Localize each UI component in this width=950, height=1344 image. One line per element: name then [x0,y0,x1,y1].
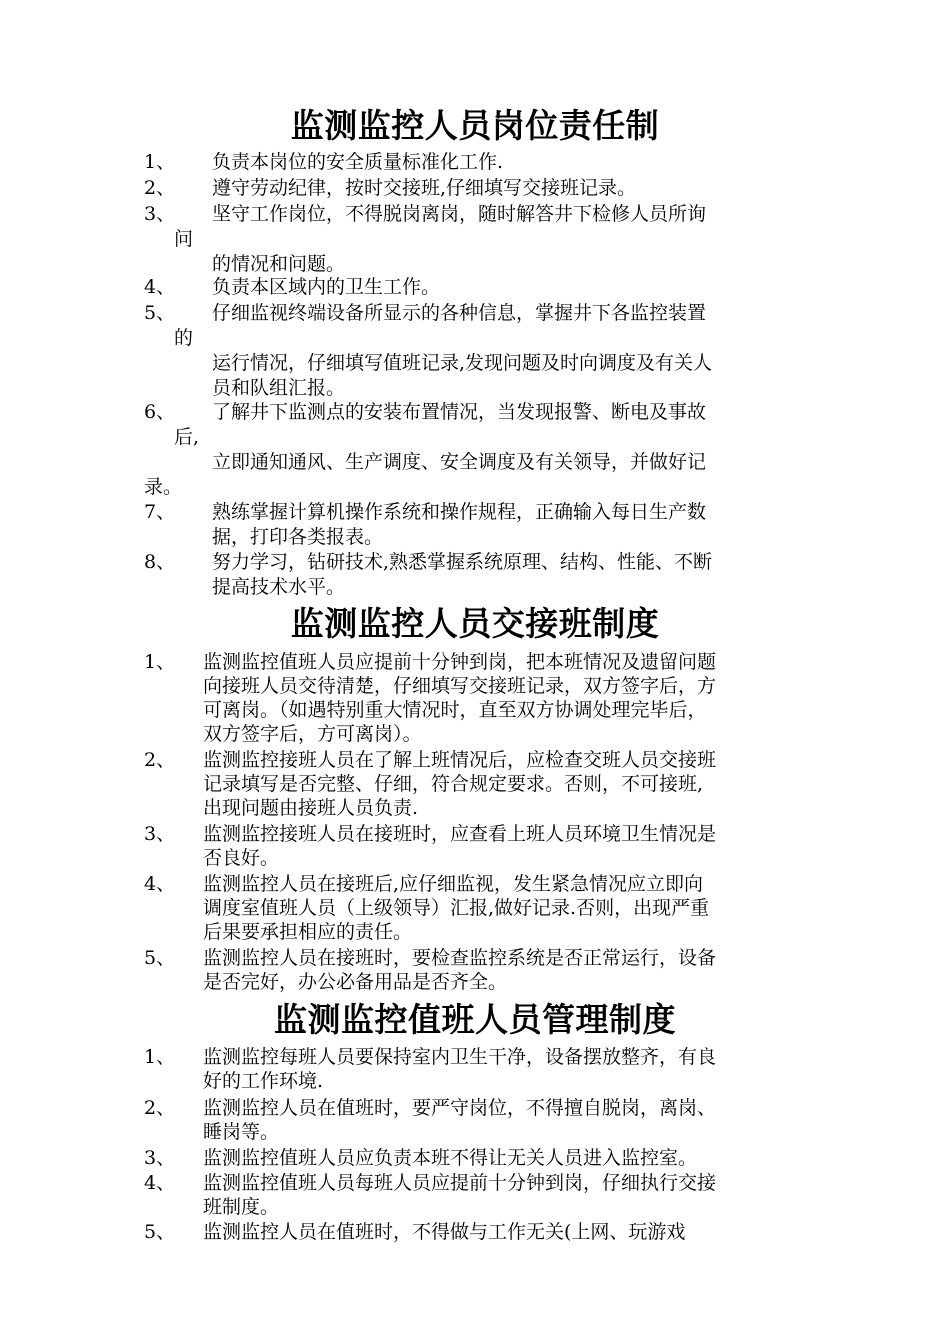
item-number: 5、 [144,947,176,969]
item-text: 提高技术水平。 [212,576,346,598]
item-number: 6、 [144,401,176,423]
item-text: 可离岗。（如遇特别重大情况时，直至双方协调处理完毕后， [203,699,707,721]
item-text: 记录填写是否完整、仔细，符合规定要求。否则，不可接班, [203,773,704,795]
item-number: 3、 [144,1147,176,1169]
item-text: 据，打印各类报表。 [212,526,384,548]
item-text: 运行情况，仔细填写值班记录,发现问题及时向调度及有关人 [212,352,713,374]
item-text: 监测监控每班人员要保持室内卫生干净，设备摆放整齐，有良 [203,1046,717,1068]
item-text: 是否完好，办公必备用品是否齐全。 [203,971,508,993]
item-text: 监测监控人员在接班后,应仔细监视，发生紧急情况应立即向 [203,873,704,895]
item-text: 负责本区域内的卫生工作。 [212,276,441,298]
item-text: 努力学习，钻研技术,熟悉掌握系统原理、结构、性能、不断 [212,551,713,573]
item-text: 调度室值班人员（上级领导）汇报,做好记录.否则，出现严重 [203,897,710,919]
item-number: 4、 [144,1172,176,1194]
item-text: 坚守工作岗位，不得脱岗离岗，随时解答井下检修人员所询 [212,203,707,225]
item-number: 5、 [144,1221,176,1243]
item-number: 3、 [144,823,176,845]
item-text: 遵守劳动纪律，按时交接班,仔细填写交接班记录。 [212,177,637,199]
item-text: 的情况和问题。 [212,253,346,275]
item-text: 监测监控值班人员每班人员应提前十分钟到岗，仔细执行交接 [203,1172,717,1194]
item-text: 睡岗等。 [203,1121,280,1143]
item-text: 的 [174,327,194,349]
item-text: 好的工作环境. [203,1070,324,1092]
item-text: 监测监控接班人员在接班时，应查看上班人员环境卫生情况是 [203,823,717,845]
item-number: 7、 [144,501,176,523]
item-text: 后, [174,426,200,448]
item-number: 4、 [144,276,176,298]
section-title-job-responsibility: 监测监控人员岗位责任制 [290,106,660,145]
item-text: 监测监控值班人员应提前十分钟到岗，把本班情况及遗留问题 [203,651,717,673]
item-text: 后果要承担相应的责任。 [203,921,413,943]
section-title-duty-management: 监测监控值班人员管理制度 [274,1000,676,1039]
item-number: 1、 [144,151,176,173]
item-text: 否良好。 [203,847,280,869]
item-number: 2、 [144,1097,176,1119]
item-text: 了解井下监测点的安装布置情况，当发现报警、断电及事故 [212,401,707,423]
item-text: 问 [174,228,194,250]
item-text: 熟练掌握计算机操作系统和操作规程，正确输入每日生产数 [212,501,707,523]
item-number: 2、 [144,177,176,199]
item-text: 向接班人员交待清楚，仔细填写交接班记录，双方签字后，方 [203,675,717,697]
item-text: 员和队组汇报。 [212,377,346,399]
item-number: 5、 [144,302,176,324]
section-title-shift-handover: 监测监控人员交接班制度 [290,604,660,643]
item-number: 4、 [144,873,176,895]
item-text: 出现问题由接班人员负责. [203,797,419,819]
item-text: 班制度。 [203,1196,280,1218]
item-text: 监测监控值班人员应负责本班不得让无关人员进入监控室。 [203,1147,698,1169]
item-number: 3、 [144,203,176,225]
item-text: 立即通知通风、生产调度、安全调度及有关领导，并做好记 [212,451,707,473]
item-text: 监测监控人员在值班时，不得做与工作无关(上网、玩游戏 [203,1221,686,1243]
item-text: 监测监控接班人员在了解上班情况后，应检查交班人员交接班 [203,749,717,771]
item-number: 1、 [144,1046,176,1068]
item-text: 负责本岗位的安全质量标准化工作. [212,151,504,173]
item-text: 监测监控人员在接班时，要检查监控系统是否正常运行，设备 [203,947,717,969]
item-number: 2、 [144,749,176,771]
item-text: 录。 [144,476,183,498]
item-text: 仔细监视终端设备所显示的各种信息，掌握井下各监控装置 [212,302,707,324]
item-number: 1、 [144,651,176,673]
item-text: 双方签字后，方可离岗）。 [203,723,422,745]
item-text: 监测监控人员在值班时，要严守岗位，不得擅自脱岗，离岗、 [203,1097,717,1119]
item-number: 8、 [144,551,176,573]
